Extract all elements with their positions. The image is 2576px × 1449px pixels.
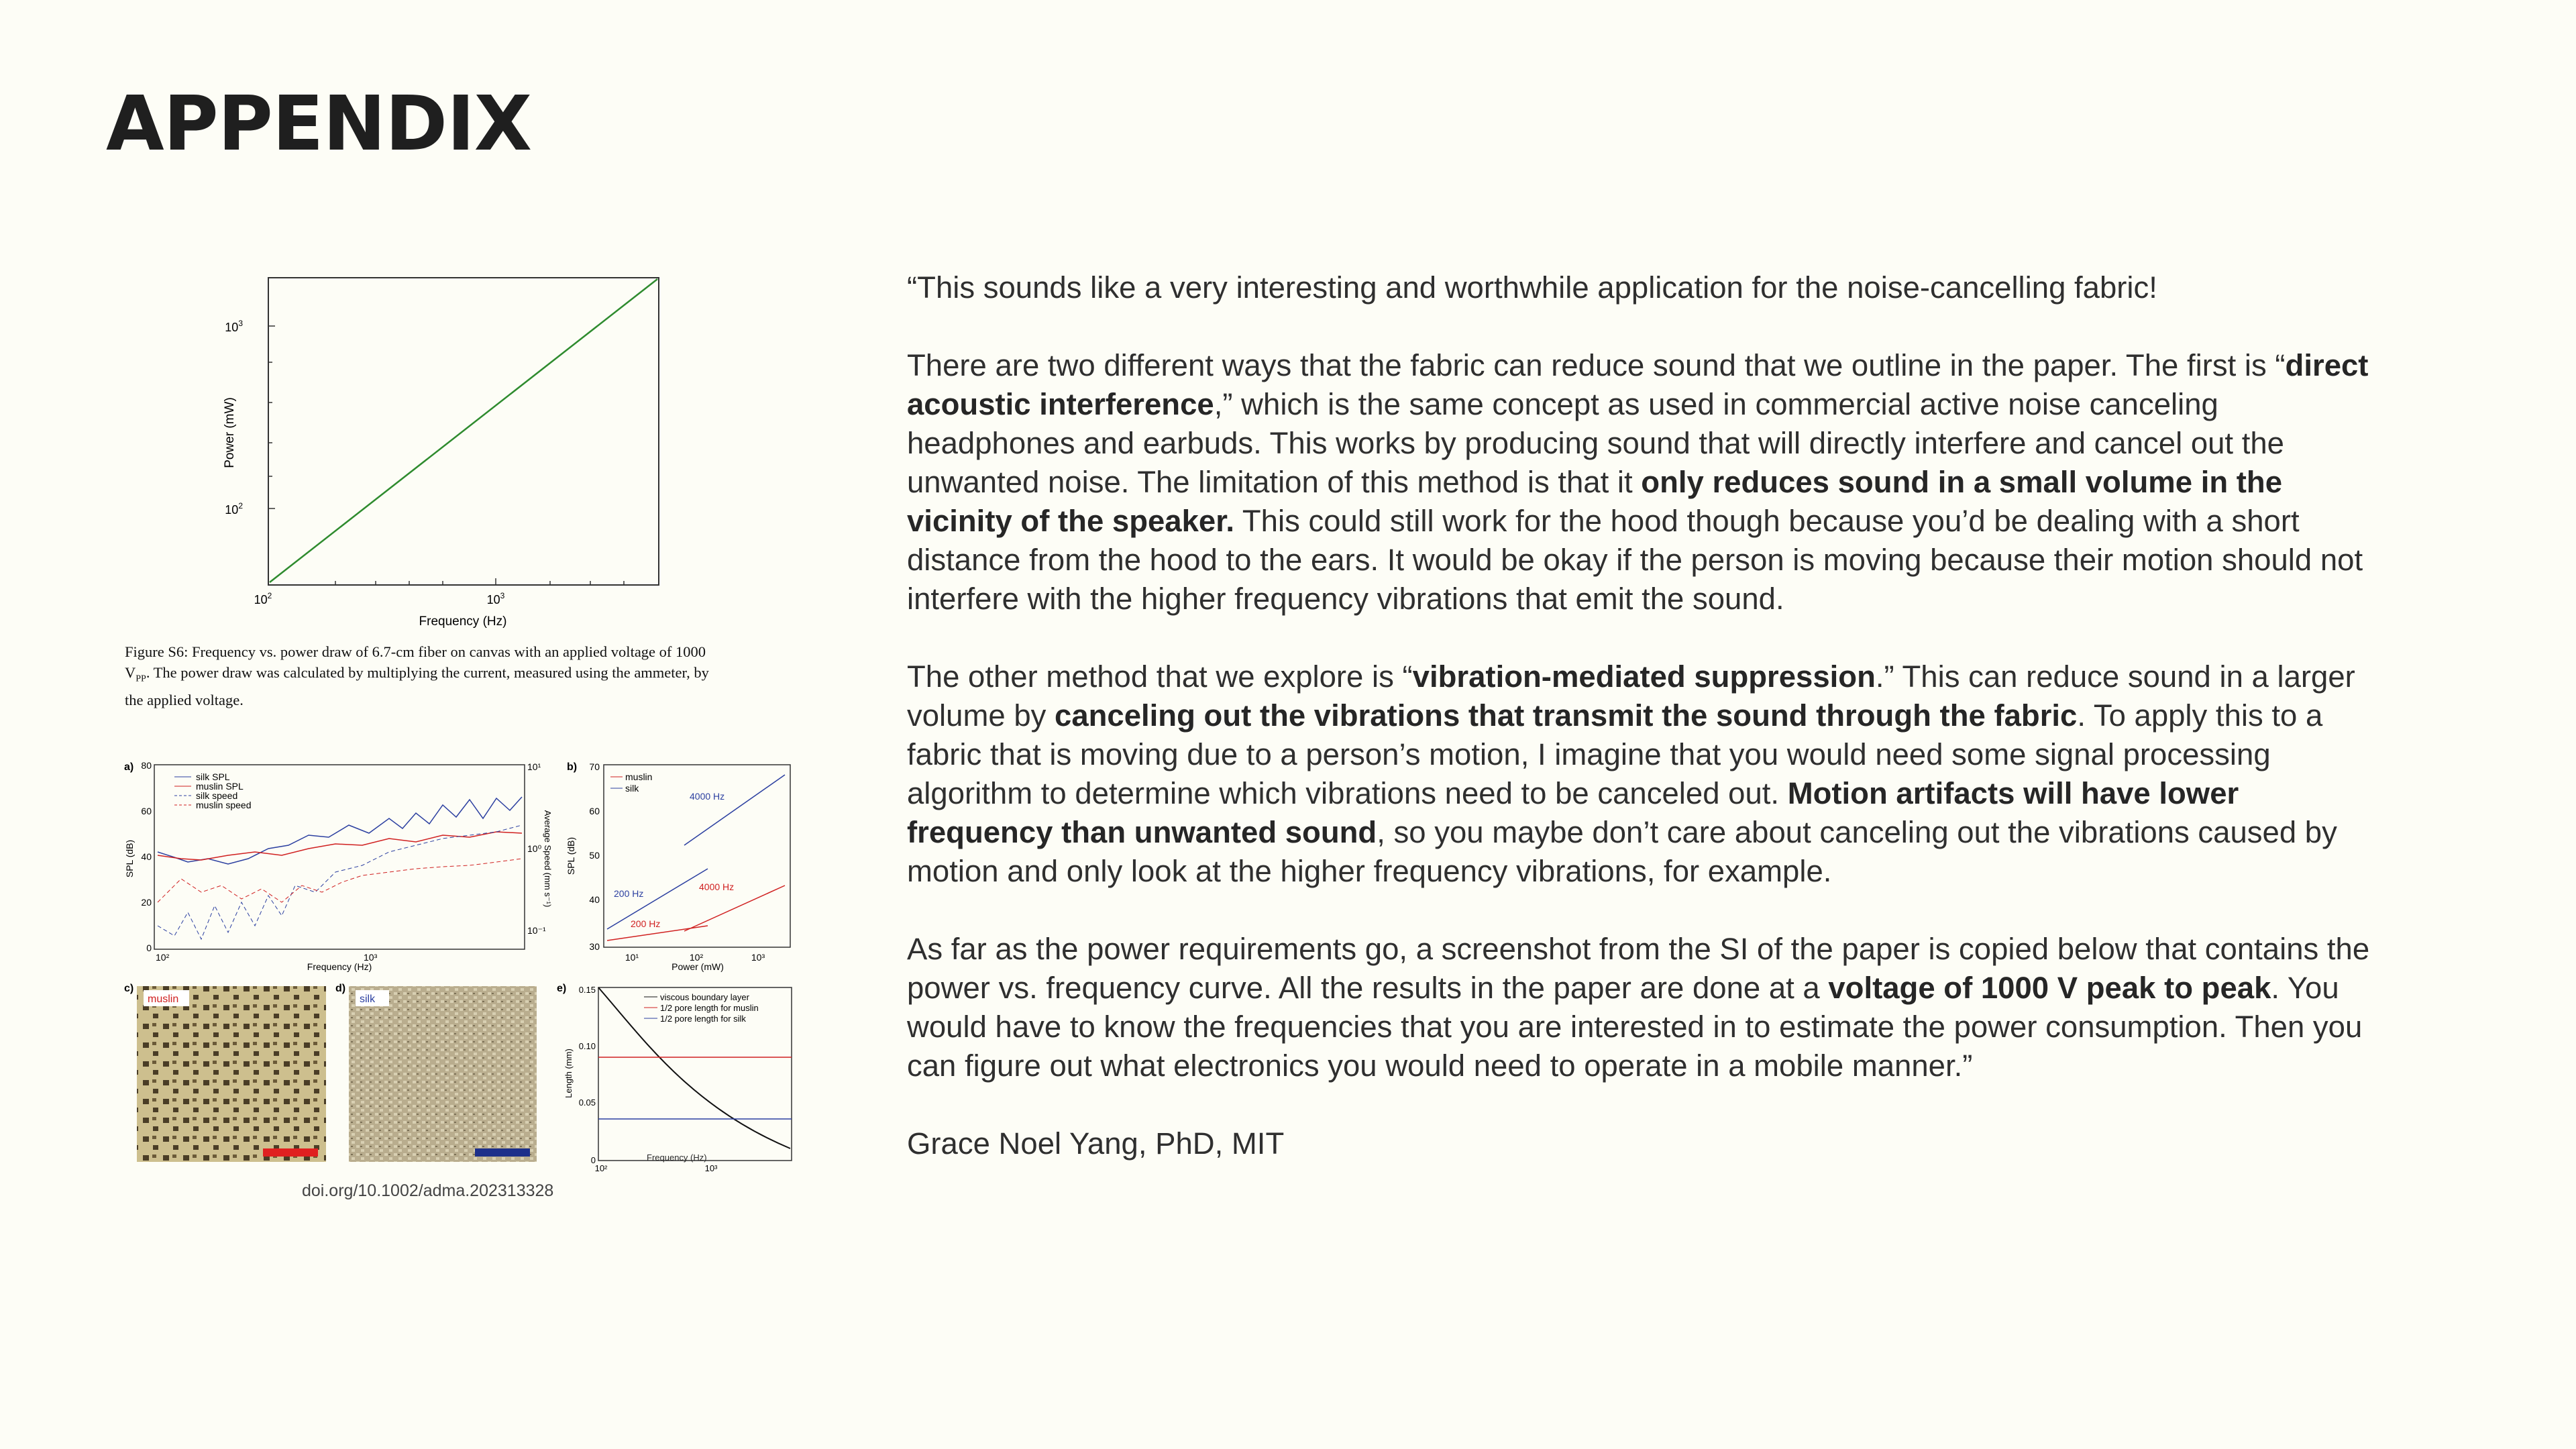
- x-axis-label: Power (mW): [672, 961, 724, 972]
- y-tick-label: 30: [589, 941, 600, 952]
- muslin-speed-line: [158, 859, 522, 902]
- doi-citation: doi.org/10.1002/adma.202313328: [302, 1181, 554, 1200]
- quote-block: [907, 268, 2383, 1202]
- y-tick-label: 80: [141, 760, 152, 771]
- legend-entry: 1/2 pore length for muslin: [660, 1003, 759, 1013]
- annotation: 200 Hz: [631, 918, 661, 929]
- quote-signature: Grace Noel Yang, PhD, MIT: [907, 1126, 1285, 1161]
- x-tick-label: 10²: [689, 952, 704, 963]
- figure-caption: Figure S6: Frequency vs. power draw of 6.7-cm fiber on canvas with an applied voltage of 1000 $V_{PP}$. The power draw was calculated by multiplying the current, measured using the ammeter, by the applied voltage.: [125, 643, 709, 708]
- y-tick-label: 40: [141, 851, 152, 862]
- silk-photo: [349, 986, 537, 1162]
- legend-entry: viscous boundary layer: [660, 992, 749, 1002]
- x-axis-label: Frequency (Hz): [419, 614, 507, 629]
- x-tick-label: 10³: [364, 952, 378, 963]
- photo-tag: muslin: [148, 994, 179, 1005]
- y-tick-label: 60: [141, 806, 152, 816]
- panel-label: c): [124, 983, 134, 994]
- x-axis-label: Frequency (Hz): [307, 961, 372, 972]
- panel-c: [124, 983, 326, 1162]
- y-tick-label: 0: [146, 943, 152, 953]
- y-tick-label: $10^3$: [225, 319, 243, 334]
- panel-a: [124, 760, 553, 972]
- annotation: 4000 Hz: [699, 881, 735, 892]
- annotation: 4000 Hz: [690, 791, 725, 802]
- y-tick-label: 20: [141, 897, 152, 908]
- page-title: APPENDIX: [106, 80, 532, 168]
- y-tick-label: 0.05: [578, 1097, 596, 1108]
- x-tick-label: 10¹: [625, 952, 639, 963]
- x-tick-label: 10²: [156, 952, 170, 963]
- composite-figure: [121, 758, 805, 1174]
- quote-paragraph-2: There are two different ways that the fabric can reduce sound that we outline in the paper. The first is “direct acoustic interference,” which is the same concept as used in commercial active noise canceling headphones and earbuds. This works by producing sound that will directly interfere and cancel out the unwanted noise. The limitation of this method is that it only reduces sound in a small volume in the vicinity of the speaker. This could still work for the hood though because you’d be dealing with a short distance from the hood to the ears. It would be okay if the person is moving because their motion should not interfere with the higher frequency vibrations that emit the sound.: [907, 348, 2369, 616]
- legend-entry: muslin: [625, 771, 653, 782]
- panel-label: e): [557, 983, 567, 994]
- panel-e: [557, 983, 792, 1173]
- y-axis-label: Power (mW): [223, 397, 237, 468]
- legend-entry: silk: [625, 783, 639, 794]
- quote-paragraph-3: The other method that we explore is “vibration-mediated suppression.” This can reduce sound in a larger volume by canceling out the vibrations that transmit the sound through the fabric. To apply this to a fabric that is moving due to a person’s motion, I imagine that you would need some signal processing algorithm to determine which vibrations need to be canceled out. Motion artifacts will have lower frequency than unwanted sound, so you maybe don’t care about canceling out the vibrations caused by motion and only look at the higher frequency vibrations, for example.: [907, 659, 2355, 888]
- x-tick-label: 10³: [751, 952, 765, 963]
- silk-speed-line: [158, 825, 522, 939]
- panel-label: b): [567, 761, 578, 773]
- y-axis-label: SPL (dB): [124, 839, 135, 878]
- y2-tick-label: 10⁰: [527, 843, 542, 854]
- x-tick-label: $10^2$: [254, 591, 272, 606]
- y-tick-label: $10^2$: [225, 501, 243, 517]
- legend-entry: silk speed: [196, 790, 238, 801]
- y2-axis-label: Average Speed (mm s⁻¹): [543, 810, 553, 908]
- y2-tick-label: 10⁻¹: [527, 925, 546, 936]
- x-tick-label: 10²: [594, 1163, 608, 1173]
- muslin-spl-line: [158, 832, 522, 860]
- muslin-photo: [137, 986, 326, 1162]
- y-tick-label: 70: [589, 761, 600, 772]
- quote-paragraph-1: “This sounds like a very interesting and worthwhile application for the noise-cancelling fabric!: [907, 270, 2157, 305]
- silk-4000hz-line: [684, 775, 785, 845]
- quote-paragraph-4: As far as the power requirements go, a screenshot from the SI of the paper is copied below that contains the power vs. frequency curve. All the results in the paper are done at a voltage of 1000 V peak to peak. You would have to know the frequencies that you are interested in to estimate the power consumption. Then you can figure out what electronics you would need to operate in a mobile manner.”: [907, 932, 2370, 1083]
- power-curve: [270, 279, 657, 582]
- y-tick-label: 40: [589, 894, 600, 905]
- legend-entry: silk SPL: [196, 771, 230, 782]
- y-tick-label: 60: [589, 806, 600, 816]
- photo-tag: silk: [360, 994, 376, 1005]
- y-tick-label: 0: [590, 1155, 596, 1165]
- panel-d: [335, 983, 537, 1162]
- power-frequency-chart: [201, 268, 684, 634]
- muslin-4000hz-line: [684, 885, 785, 931]
- panel-b: [566, 761, 790, 972]
- annotation: 200 Hz: [614, 888, 644, 899]
- y-tick-label: 0.10: [578, 1041, 596, 1051]
- legend-entry: 1/2 pore length for silk: [660, 1014, 746, 1024]
- x-tick-label: $10^3$: [486, 591, 505, 606]
- panel-label: d): [335, 983, 346, 994]
- panel-label: a): [124, 761, 134, 773]
- y-tick-label: 0.15: [578, 985, 596, 995]
- y-axis-label: SPL (dB): [566, 837, 576, 875]
- scale-bar: [475, 1148, 530, 1157]
- legend-entry: muslin speed: [196, 800, 252, 810]
- y2-tick-label: 10¹: [527, 761, 541, 772]
- y-tick-label: 50: [589, 850, 600, 861]
- panel-e-xlabel: Frequency (Hz): [647, 1152, 707, 1163]
- legend-entry: muslin SPL: [196, 781, 244, 792]
- y-axis-label: Length (mm): [564, 1049, 574, 1098]
- scale-bar: [263, 1148, 318, 1157]
- x-tick-label: 10³: [704, 1163, 718, 1173]
